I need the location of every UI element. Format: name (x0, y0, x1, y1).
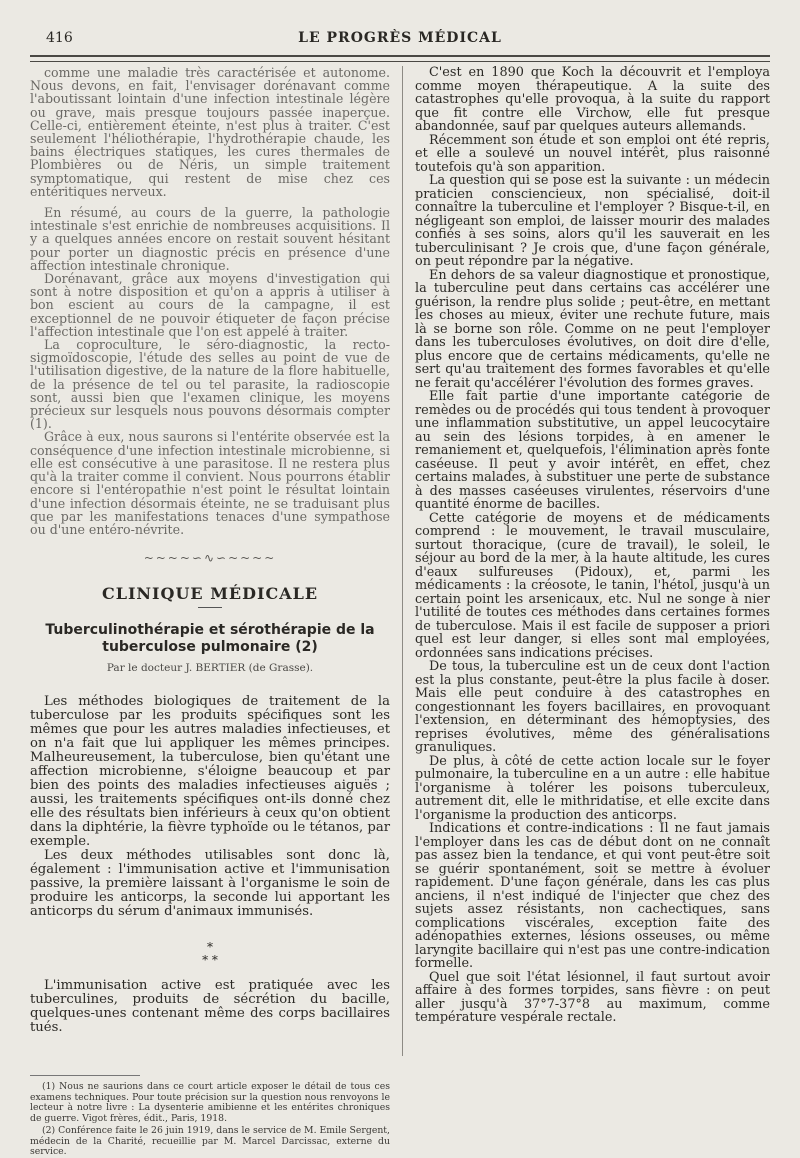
section-dash (198, 607, 222, 608)
body-paragraph: Les deux méthodes utilisables sont donc là, également : l'immunisation active et l'immunisation passive, la première laissant à l'organisme le soin de produire les anticorps, la seconde lui apportant les anticorps du sérum d'animaux immunisés. (30, 847, 390, 919)
section-title: CLINIQUE MÉDICALE (101, 584, 319, 604)
article-title: Tuberculinothérapie et sérothérapie de la tuberculose pulmonaire (2) (45, 621, 375, 655)
footnote: (1) Nous ne saurions dans ce court article exposer le détail de tous ces examens techniques. Pour toute précision sur la question nous renvoyons le lecteur à notre livre : La dysenterie amibienne et les entérites chroniques de guerre. Vigot frères, édit., Paris, 1918. (30, 1081, 390, 1124)
intro-paragraph: En résumé, au cours de la guerre, la pathologie intestinale s'est enrichie de nombreuses acquisitions. Il y a quelques années encore on restait souvent hésitant pour porter un diagnostic précis en présence d'une affection intestinale chronique. (30, 205, 390, 273)
header-rule (30, 55, 770, 62)
intro-paragraph: La coproculture, le séro-diagnostic, la recto-sigmoïdoscopie, l'étude des selles au point de vue de l'utilisation digestive, de la nature de la flore habituelle, de la présence de tel ou tel parasite, la radioscopie sont, aussi bien que l'examen clinique, les moyens précieux sur lesquels nous pouvons désormais compter (1). (30, 337, 390, 432)
body-paragraph: En dehors de sa valeur diagnostique et pronostique, la tuberculine peut dans certains cas accélérer une guérison, la rendre plus solide ; peut-être, en mettant les choses au mieux, éviter une rechute future, mais là se borne son rôle. Comme on ne peut l'employer dans les tuberculoses évolutives, on doit dire d'elle, plus encore que de certains médicaments, qu'elle ne sert qu'au traitement des formes favorables et qu'elle ne ferait qu'accélérer l'évolution des formes graves. (415, 267, 770, 391)
byline: Par le docteur J. BERTIER (de Grasse). (106, 661, 314, 674)
asterism: * * * (202, 939, 218, 967)
body-paragraph: L'immunisation active est pratiquée avec les tuberculines, produits de sécrétion du bacille, quelques-unes contenant même des corps bacillaires tués. (30, 978, 390, 1036)
right-column (415, 66, 770, 1025)
intro-paragraph: Dorénavant, grâce aux moyens d'investigation qui sont à notre disposition et qu'on a appris à utiliser à bon escient au cours de la campagne, il est exceptionnel de ne pouvoir étiqueter de façon précise l'affection intestinale que l'on est appelé à traiter. (30, 271, 390, 339)
ornament-separator: ~~~~∽∿∽~~~~ (143, 551, 277, 566)
body-paragraph: Les méthodes biologiques de traitement de la tuberculose par les produits spécifiques sont les mêmes que pour les autres maladies infectieuses, et on n'a fait que lui appliquer les mêmes principes. Malheureusement, la tuberculose, bien qu'étant une affection microbienne, s'éloigne beaucoup et par bien des points des maladies infectieuses aiguës ; aussi, les traitements spécifiques ont-ils donné chez elle des résultats bien inférieurs à ceux qu'on obtient dans la diphtérie, la fièvre typhoïde ou le tétanos, par exemple. (30, 693, 390, 849)
intro-paragraph: comme une maladie très caractérisée et autonome. Nous devons, en fait, l'envisager dorénavant comme l'aboutissant lointain d'une infection intestinale légère ou grave, mais presque toujours passée inaperçue. Celle-ci, entièrement éteinte, n'est plus à traiter. C'est seulement l'héliothérapie, l'hydrothérapie chaude, les bains électriques statiques, les cures thermales de Plombières ou de Néris, un simple traitement symptomatique, qui restent de mise chez ces entéritiques nerveux. (30, 65, 390, 199)
left-column (30, 66, 390, 1158)
body-paragraph: Quel que soit l'état lésionnel, il faut surtout avoir affaire à des formes torpides, sans fièvre : on peut aller jusqu'à 37°7-37°8 au maximum, comme température vespérale rectale. (415, 969, 770, 1025)
body-paragraph: Elle fait partie d'une importante catégorie de remèdes ou de procédés qui tous tendent à provoquer une inflammation substitutive, un appel leucocytaire au sein des lésions torpides, à en amener le remaniement et, quelquefois, l'élimination après fonte caséeuse. Il peut y avoir intérêt, en effet, chez certains malades, à substituer une perte de substance à des masses caséeuses virulentes, réservoirs d'une quantité énorme de bacilles. (415, 389, 770, 512)
body-paragraph: C'est en 1890 que Koch la découvrit et l'employa comme moyen thérapeutique. A la suite des catastrophes qu'elle provoqua, à la suite du rapport que fit contre elle Virchow, elle fut presque abandonnée, sauf par quelques auteurs allemands. (415, 65, 770, 134)
body-paragraph: Récemment son étude et son emploi ont été repris, et elle a soulevé un nouvel intérêt, plus raisonné toutefois qu'à son apparition. (415, 132, 770, 175)
body-paragraph: Cette catégorie de moyens et de médicaments comprend : le mouvement, le travail musculaire, surtout thoracique, (cure de travail), le soleil, le séjour au bord de la mer, à la haute altitude, les cures d'eaux sulfureuses (Pidoux), et, parmi les médicaments : la créosote, le tanin, l'hétol, jusqu'à un certain point les arsenicaux, etc. Nul ne songe à nier l'utilité de toutes ces méthodes dans certaines formes de tuberculose. Mais il est facile de supposer a priori quel est leur danger, si elles sont mal employées, ordonnées sans indications précises. (415, 510, 770, 661)
body-paragraph: Indications et contre-indications : Il ne faut jamais l'employer dans les cas de début dont on ne connaît pas assez bien la tendance, et qui vont peut-être soit se guérir spontanément, soit se mettre à évoluer rapidement. D'une façon générale, dans les cas plus anciens, il n'est indiqué de l'injecter que chez des sujets assez résistants, non cachectiques, sans complications viscérales, exception faite des adénopathies externes, lésions osseuses, ou même laryngite bacillaire qui n'est pas une contre-indication formelle. (415, 821, 770, 971)
footnote: (2) Conférence faite le 26 juin 1919, dans le service de M. Emile Sergent, médecin de la Charité, recueillie par M. Marcel Darcissac, externe du service. (30, 1125, 390, 1158)
footnote-rule (30, 1075, 140, 1076)
body-paragraph: La question qui se pose est la suivante : un médecin praticien consciencieux, non spécialisé, doit-il connaître la tuberculine et l'employer ? Bisque-t-il, en négligeant son emploi, de laisser mourir des malades confiés à ses soins, alors qu'il les sauverait en les tuberculinisant ? Je crois que, d'une façon générale, on peut répondre par la négative. (415, 173, 770, 269)
page-number: 416 (46, 30, 73, 46)
body-paragraph: De tous, la tuberculine est un de ceux dont l'action est la plus constante, peut-être la plus facile à doser. Mais elle peut conduire à des catastrophes en congestionnant les foyers bacillaires, en provoquant l'extension, en déterminant des hémoptysies, des reprises évolutives, même des généralisations granuliques. (415, 659, 770, 755)
article-body (30, 695, 390, 1035)
journal-title: LE PROGRÈS MÉDICAL (298, 30, 502, 46)
body-paragraph: De plus, à côté de cette action locale sur le foyer pulmonaire, la tuberculine en a un autre : elle habitue l'organisme à tolérer les poisons tuberculeux, autrement dit, elle le mithridatise, et elle excite dans l'organisme la production des anticorps. (415, 753, 770, 823)
column-divider (402, 66, 403, 1056)
intro-paragraph: Grâce à eux, nous saurons si l'entérite observée est la conséquence d'une infection intestinale microbienne, si elle est consécutive à une parasitose. Il ne restera plus qu'à la traiter comme il convient. Nous pourrons établir encore si l'entéropathie n'est point le résultat lointain d'une infection désormais éteinte, ne se traduisant plus que par les manifestations tenaces d'une sympathose ou d'une entéro-névrite. (30, 429, 390, 537)
